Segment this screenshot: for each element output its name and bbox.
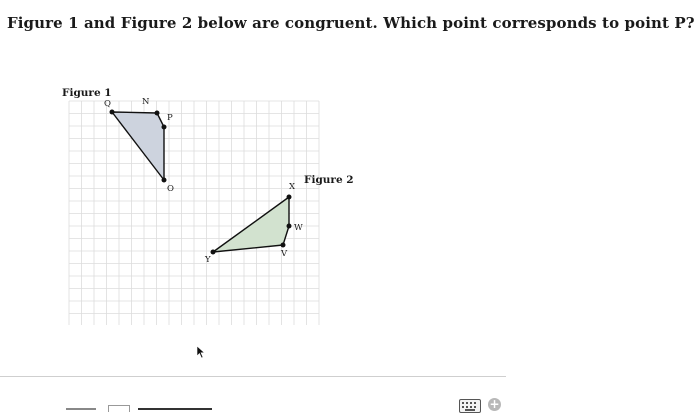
toolbar-divider-left bbox=[66, 408, 96, 410]
keyboard-icon[interactable] bbox=[459, 399, 481, 413]
point-O[interactable] bbox=[162, 178, 167, 183]
figure1-quadrilateral bbox=[112, 112, 164, 180]
bottom-toolbar bbox=[0, 376, 506, 410]
point-V[interactable] bbox=[281, 243, 286, 248]
figure1-label: Figure 1 bbox=[62, 87, 112, 99]
figure2-quadrilateral bbox=[213, 197, 289, 252]
point-N[interactable] bbox=[155, 111, 160, 116]
point-W[interactable] bbox=[287, 224, 292, 229]
label-N: N bbox=[142, 97, 150, 107]
label-W: W bbox=[294, 223, 303, 233]
label-O: O bbox=[167, 184, 174, 194]
answer-input-box[interactable] bbox=[108, 405, 130, 412]
point-X[interactable] bbox=[287, 195, 292, 200]
figure2-label: Figure 2 bbox=[304, 174, 354, 186]
toolbar-divider-right bbox=[138, 408, 212, 410]
label-Q: Q bbox=[104, 99, 111, 109]
label-X: X bbox=[289, 182, 296, 192]
label-P: P bbox=[167, 113, 173, 123]
plus-circle-icon[interactable]: + bbox=[489, 397, 500, 411]
question-text: Figure 1 and Figure 2 below are congruent. Which point corresponds to point P? bbox=[7, 14, 695, 32]
point-P[interactable] bbox=[162, 125, 167, 130]
point-Y[interactable] bbox=[211, 250, 216, 255]
label-V: V bbox=[281, 249, 288, 259]
mouse-cursor-icon bbox=[196, 345, 206, 359]
label-Y: Y bbox=[205, 255, 211, 265]
point-Q[interactable] bbox=[110, 110, 115, 115]
